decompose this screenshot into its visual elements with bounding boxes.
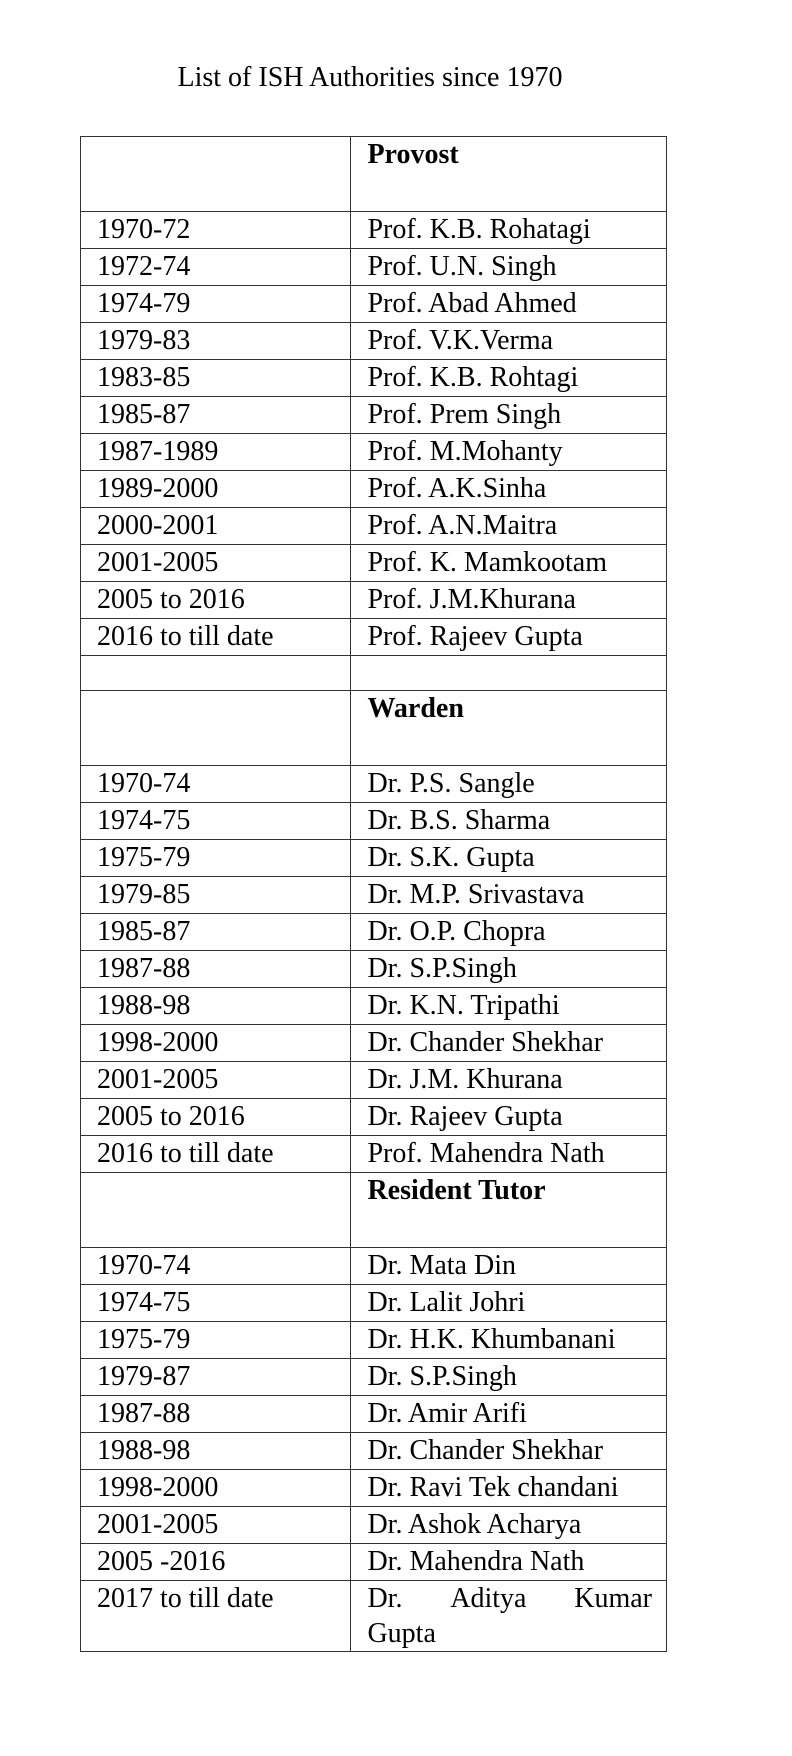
blank-cell (351, 656, 667, 691)
period-cell: 2001-2005 (81, 1062, 351, 1099)
blank-row (81, 656, 667, 691)
table-row (81, 619, 667, 656)
table-row (81, 1285, 667, 1322)
period-cell: 2017 to till date (81, 1581, 351, 1652)
table-row (81, 1544, 667, 1581)
name-cell: Dr. Mata Din (351, 1248, 667, 1285)
period-cell: 1972-74 (81, 249, 351, 286)
period-cell: 1970-74 (81, 1248, 351, 1285)
name-cell: Prof. Abad Ahmed (351, 286, 667, 323)
period-cell: 2016 to till date (81, 1136, 351, 1173)
name-cell: Dr. J.M. Khurana (351, 1062, 667, 1099)
name-word: Dr. (367, 1583, 403, 1614)
name-first-line (367, 1581, 652, 1616)
period-cell: 1974-79 (81, 286, 351, 323)
table-row (81, 1359, 667, 1396)
table-row (81, 1248, 667, 1285)
authorities-table (80, 136, 667, 1652)
name-cell: Dr. Chander Shekhar (351, 1433, 667, 1470)
name-cell: Dr. Lalit Johri (351, 1285, 667, 1322)
name-cell: Prof. A.N.Maitra (351, 508, 667, 545)
name-cell: Dr. Mahendra Nath (351, 1544, 667, 1581)
name-word: Aditya (450, 1583, 527, 1614)
name-cell (351, 1581, 667, 1652)
period-cell: 1979-87 (81, 1359, 351, 1396)
table-row (81, 360, 667, 397)
section-header-empty-cell (81, 691, 351, 766)
period-cell: 2016 to till date (81, 619, 351, 656)
period-cell: 1970-72 (81, 212, 351, 249)
period-cell: 2005 to 2016 (81, 1099, 351, 1136)
period-cell: 1974-75 (81, 803, 351, 840)
table-row (81, 1322, 667, 1359)
period-cell: 1998-2000 (81, 1025, 351, 1062)
table-row (81, 397, 667, 434)
name-cell: Dr. Amir Arifi (351, 1396, 667, 1433)
table-row (81, 803, 667, 840)
table-row (81, 545, 667, 582)
period-cell: 1975-79 (81, 840, 351, 877)
table-row (81, 877, 667, 914)
table-row (81, 323, 667, 360)
document-title: List of ISH Authorities since 1970 (177, 62, 563, 93)
section-header-empty-cell (81, 1173, 351, 1248)
period-cell: 1988-98 (81, 1433, 351, 1470)
name-cell: Dr. S.P.Singh (351, 951, 667, 988)
table-row (81, 471, 667, 508)
table-row (81, 1470, 667, 1507)
name-cell: Prof. Mahendra Nath (351, 1136, 667, 1173)
section-header-empty-cell (81, 137, 351, 212)
name-cell: Dr. O.P. Chopra (351, 914, 667, 951)
period-cell: 1989-2000 (81, 471, 351, 508)
section-header-provost (81, 137, 667, 212)
period-cell: 1987-88 (81, 951, 351, 988)
name-cell: Dr. K.N. Tripathi (351, 988, 667, 1025)
name-cell: Prof. Prem Singh (351, 397, 667, 434)
table-row (81, 840, 667, 877)
period-cell: 1985-87 (81, 914, 351, 951)
name-second-line: Gupta (367, 1618, 436, 1649)
period-cell: 1979-85 (81, 877, 351, 914)
table-row (81, 1396, 667, 1433)
table-row (81, 1136, 667, 1173)
table-row (81, 212, 667, 249)
period-cell: 2000-2001 (81, 508, 351, 545)
table-row (81, 582, 667, 619)
name-cell: Prof. K. Mamkootam (351, 545, 667, 582)
period-cell: 1987-88 (81, 1396, 351, 1433)
period-cell: 2005 -2016 (81, 1544, 351, 1581)
section-header-warden (81, 691, 667, 766)
period-cell: 1975-79 (81, 1322, 351, 1359)
name-cell: Dr. P.S. Sangle (351, 766, 667, 803)
name-cell: Prof. A.K.Sinha (351, 471, 667, 508)
period-cell: 2005 to 2016 (81, 582, 351, 619)
name-word: Kumar (574, 1583, 652, 1614)
section-heading-resident-tutor: Resident Tutor (351, 1173, 667, 1248)
table-row (81, 1062, 667, 1099)
table-row (81, 1507, 667, 1544)
name-cell: Prof. V.K.Verma (351, 323, 667, 360)
name-cell: Prof. U.N. Singh (351, 249, 667, 286)
table-row (81, 914, 667, 951)
name-cell: Dr. Rajeev Gupta (351, 1099, 667, 1136)
name-cell: Dr. M.P. Srivastava (351, 877, 667, 914)
table-row (81, 1099, 667, 1136)
period-cell: 1998-2000 (81, 1470, 351, 1507)
table-row (81, 508, 667, 545)
section-header-resident-tutor (81, 1173, 667, 1248)
blank-cell (81, 656, 351, 691)
table-row (81, 1433, 667, 1470)
name-cell: Prof. M.Mohanty (351, 434, 667, 471)
table-row (81, 766, 667, 803)
period-cell: 1983-85 (81, 360, 351, 397)
period-cell: 1979-83 (81, 323, 351, 360)
name-cell: Dr. Ashok Acharya (351, 1507, 667, 1544)
name-cell: Dr. S.K. Gupta (351, 840, 667, 877)
period-cell: 1970-74 (81, 766, 351, 803)
section-heading-provost: Provost (351, 137, 667, 212)
table-row (81, 249, 667, 286)
period-cell: 1974-75 (81, 1285, 351, 1322)
name-cell: Prof. J.M.Khurana (351, 582, 667, 619)
period-cell: 2001-2005 (81, 545, 351, 582)
period-cell: 1988-98 (81, 988, 351, 1025)
table-row (81, 1581, 667, 1652)
period-cell: 1985-87 (81, 397, 351, 434)
table-row (81, 988, 667, 1025)
section-heading-warden: Warden (351, 691, 667, 766)
name-cell: Prof. K.B. Rohtagi (351, 360, 667, 397)
table-row (81, 434, 667, 471)
period-cell: 1987-1989 (81, 434, 351, 471)
name-cell: Dr. S.P.Singh (351, 1359, 667, 1396)
name-cell: Dr. H.K. Khumbanani (351, 1322, 667, 1359)
table-row (81, 1025, 667, 1062)
name-cell: Dr. B.S. Sharma (351, 803, 667, 840)
table-row (81, 951, 667, 988)
table-row (81, 286, 667, 323)
period-cell: 2001-2005 (81, 1507, 351, 1544)
name-cell: Dr. Ravi Tek chandani (351, 1470, 667, 1507)
name-cell: Prof. Rajeev Gupta (351, 619, 667, 656)
name-cell: Prof. K.B. Rohatagi (351, 212, 667, 249)
name-cell: Dr. Chander Shekhar (351, 1025, 667, 1062)
